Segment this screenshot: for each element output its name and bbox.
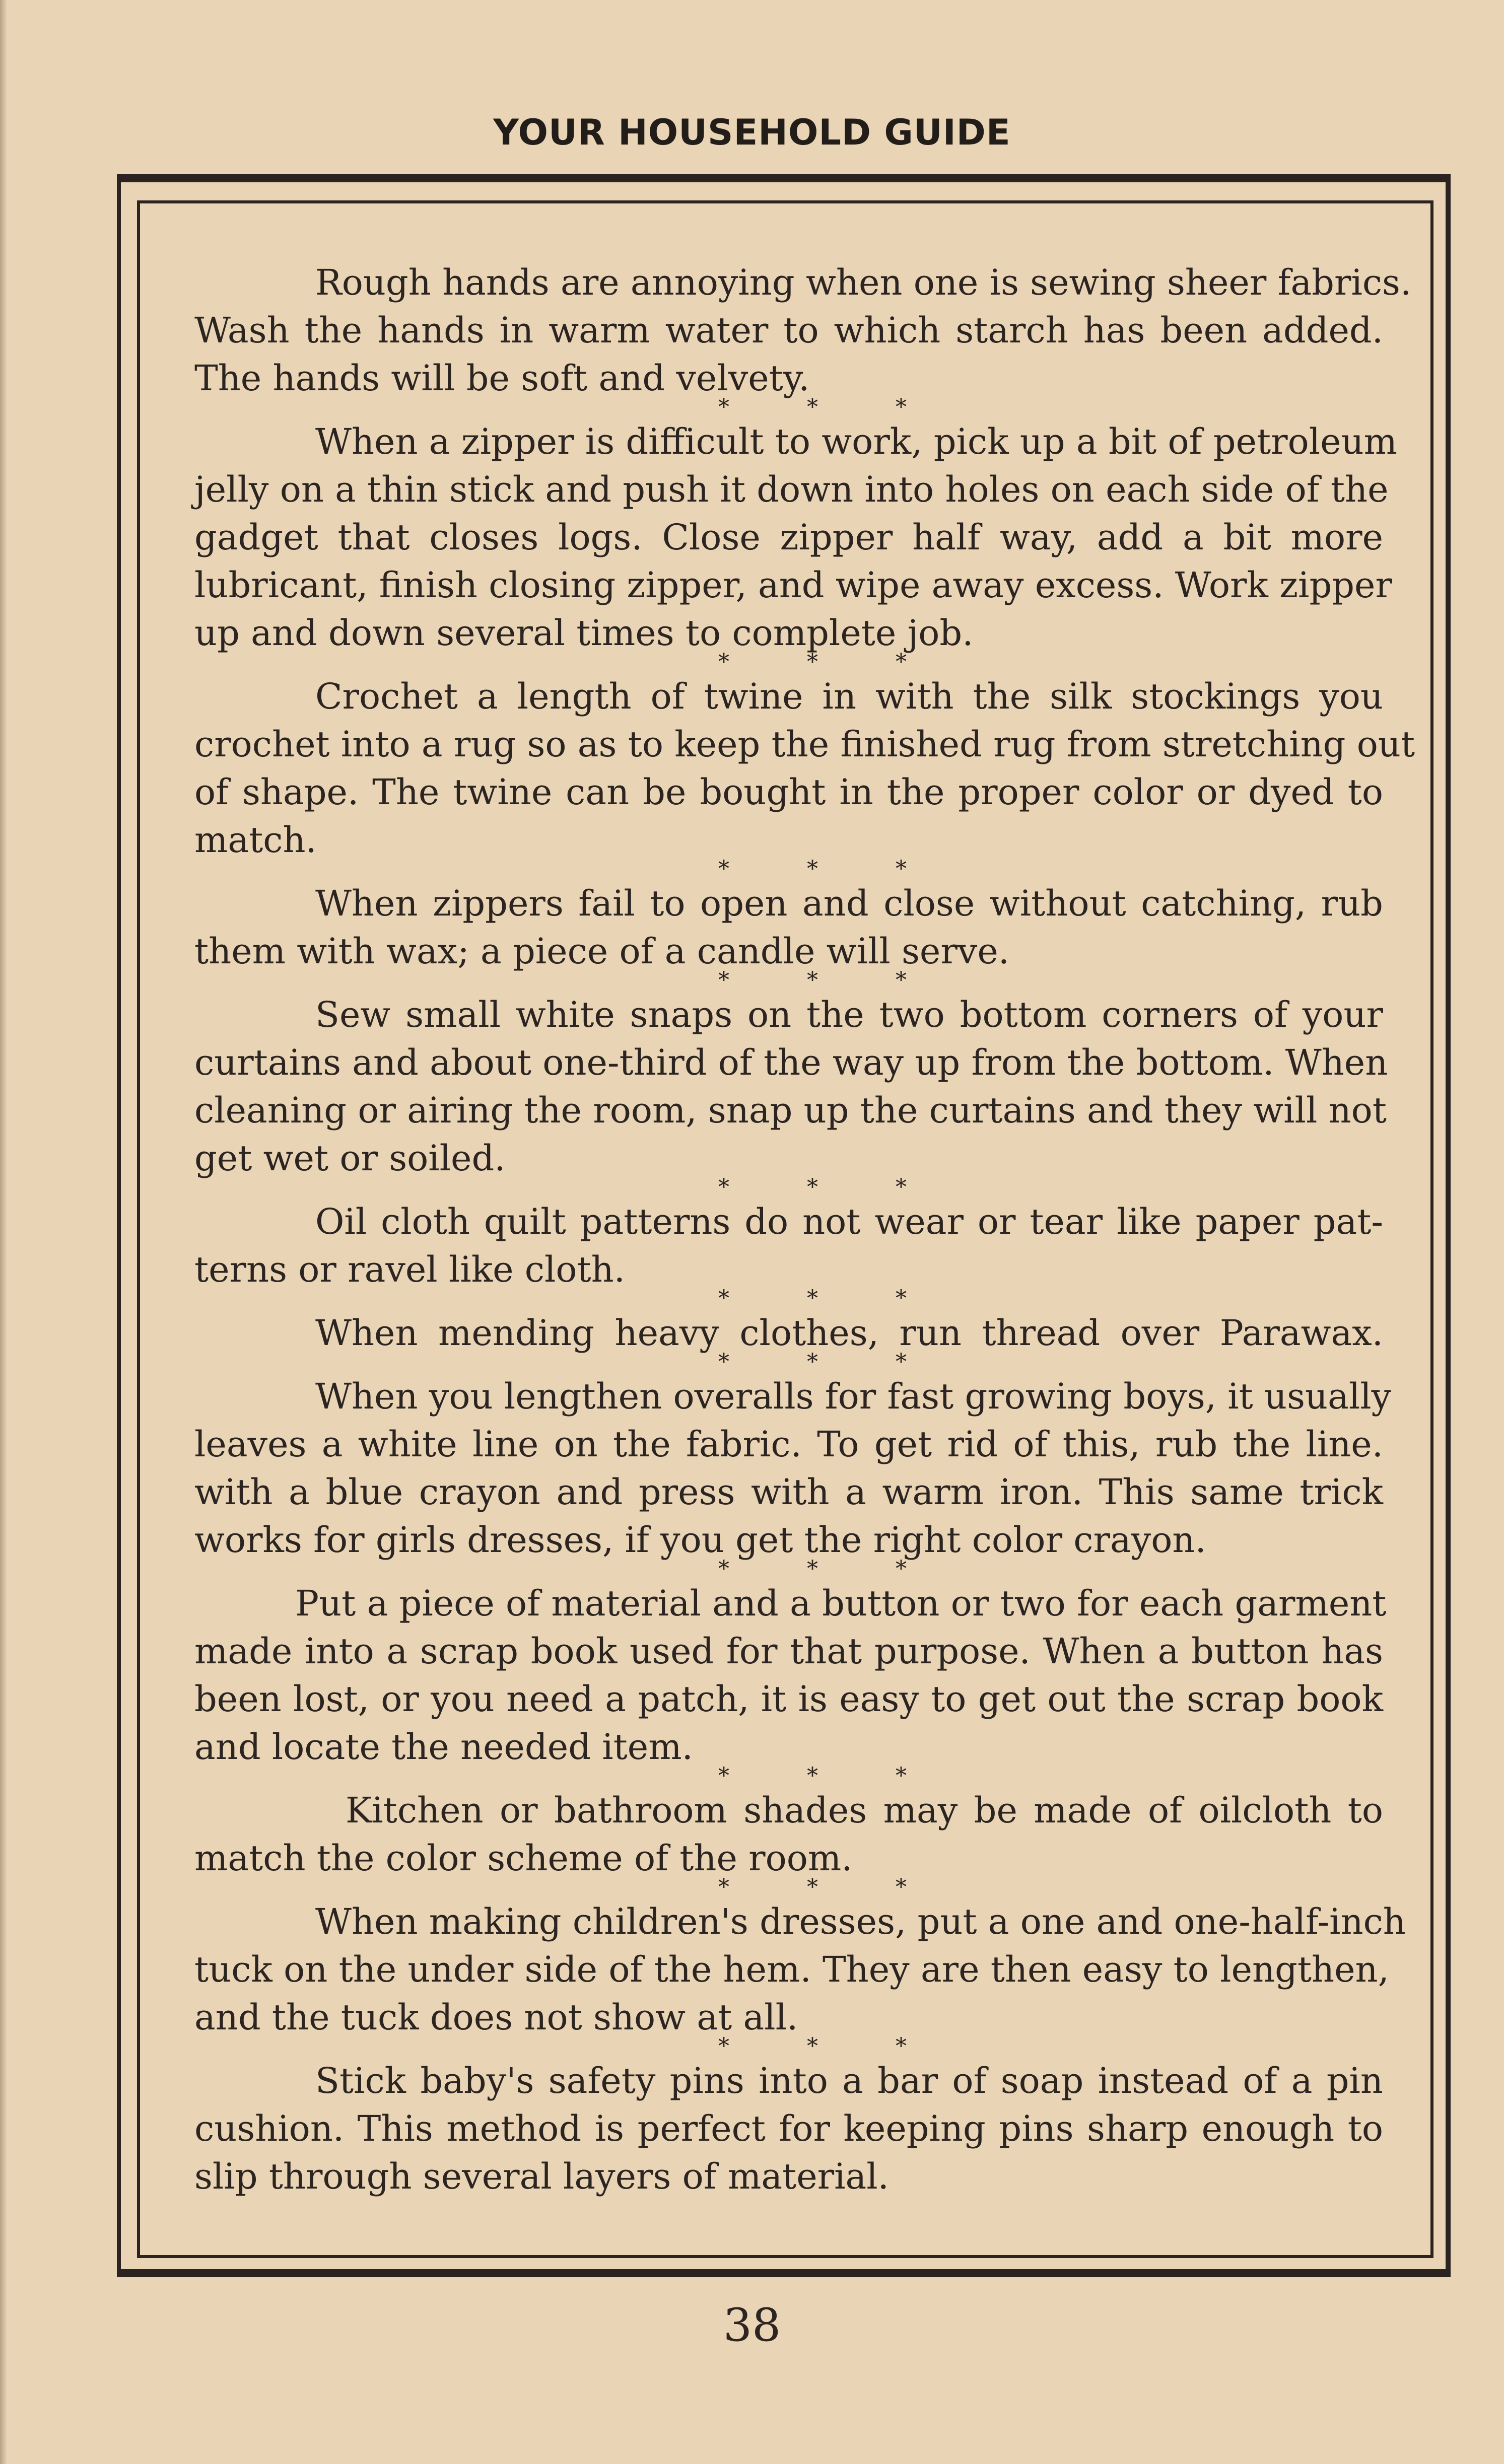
- text-line: gadget that closes logs. Close zipper half way, add a bit more: [194, 517, 1383, 558]
- separator-text: * * *: [718, 1286, 942, 1311]
- text-line: When mending heavy clothes, run thread over Parawax.: [315, 1312, 1383, 1354]
- text-line: When a zipper is difficult to work, pick up a bit of petroleum: [315, 421, 1398, 462]
- paragraph: [194, 1898, 1406, 2041]
- separator-text: * * *: [718, 856, 942, 882]
- separator-text: * * *: [718, 649, 942, 675]
- page-number: 38: [723, 2299, 781, 2352]
- separator-asterisks: [194, 1874, 1383, 1900]
- text-line: Stick baby's safety pins into a bar of soap instead of a pin: [315, 2060, 1383, 2101]
- separator-asterisks: [194, 1349, 1383, 1375]
- text-line: match the color scheme of the room.: [194, 1838, 853, 1879]
- text-line: Oil cloth quilt patterns do not wear or tear like paper pat-: [315, 1201, 1383, 1242]
- text-line: Sew small white snaps on the two bottom corners of your: [315, 994, 1383, 1035]
- separator-asterisks: [194, 1763, 1383, 1789]
- text-line: curtains and about one-third of the way up from the bottom. When: [194, 1042, 1388, 1083]
- text-line: cleaning or airing the room, snap up the curtains and they will not: [194, 1090, 1387, 1131]
- text-line: The hands will be soft and velvety.: [194, 358, 810, 399]
- text-line: get wet or soiled.: [194, 1138, 506, 1179]
- book-spine-shadow: [0, 0, 7, 2464]
- paragraph: [194, 259, 1412, 402]
- paragraph: [194, 1580, 1387, 1771]
- paragraph: [194, 880, 1383, 975]
- text-line: When zippers fail to open and close without catching, rub: [315, 883, 1383, 924]
- text-line: terns or ravel like cloth.: [194, 1249, 626, 1290]
- separator-asterisks: [194, 967, 1383, 993]
- separator-text: * * *: [718, 1349, 942, 1375]
- text-line: match.: [194, 819, 317, 861]
- paragraph: [194, 673, 1415, 864]
- text-line: made into a scrap book used for that purpose. When a button has: [194, 1631, 1383, 1672]
- text-line: When you lengthen overalls for fast growing boys, it usually: [315, 1376, 1392, 1417]
- text-line: and locate the needed item.: [194, 1726, 693, 1768]
- text-line: Rough hands are annoying when one is sewing sheer fabrics.: [315, 262, 1412, 303]
- separator-asterisks: [194, 856, 1383, 882]
- separator-text: * * *: [718, 1874, 942, 1900]
- text-line: leaves a white line on the fabric. To get rid of this, rub the line.: [194, 1424, 1383, 1465]
- text-line: lubricant, finish closing zipper, and wipe away excess. Work zipper: [194, 565, 1392, 606]
- text-line: Put a piece of material and a button or two for each garment: [295, 1583, 1387, 1624]
- separator-text: * * *: [718, 394, 942, 420]
- separator-asterisks: [194, 1286, 1383, 1311]
- text-line: Crochet a length of twine in with the silk stockings you: [315, 676, 1383, 717]
- paragraph: [194, 991, 1388, 1182]
- separator-asterisks: [194, 394, 1383, 420]
- separator-asterisks: [194, 2033, 1383, 2059]
- text-line: slip through several layers of material.: [194, 2156, 889, 2197]
- separator-asterisks: [194, 1174, 1383, 1200]
- text-line: been lost, or you need a patch, it is easy to get out the scrap book: [194, 1678, 1383, 1720]
- text-line: of shape. The twine can be bought in the proper color or dyed to: [194, 771, 1383, 813]
- separator-text: * * *: [718, 1763, 942, 1789]
- text-line: Kitchen or bathroom shades may be made of oilcloth to: [346, 1790, 1383, 1831]
- paragraph: [194, 1198, 1383, 1294]
- page-body: [194, 259, 1415, 2201]
- running-header: YOUR HOUSEHOLD GUIDE: [493, 112, 1011, 153]
- text-line: crochet into a rug so as to keep the finished rug from stretching out: [194, 724, 1415, 765]
- separator-asterisks: [194, 649, 1383, 675]
- paragraph: [194, 2057, 1383, 2201]
- text-line: jelly on a thin stick and push it down into holes on each side of the: [194, 469, 1389, 510]
- separator-text: * * *: [718, 2033, 942, 2059]
- text-line: and the tuck does not show at all.: [194, 1997, 798, 2038]
- paragraph: [194, 1373, 1392, 1564]
- separator-text: * * *: [718, 1174, 942, 1200]
- text-line: them with wax; a piece of a candle will serve.: [194, 931, 1010, 972]
- paragraph: [194, 1787, 1383, 1882]
- separator-text: * * *: [718, 967, 942, 993]
- text-line: Wash the hands in warm water to which starch has been added.: [194, 310, 1383, 351]
- paragraph: [194, 418, 1398, 657]
- separator-text: * * *: [718, 1556, 942, 1582]
- text-line: tuck on the under side of the hem. They are then easy to lengthen,: [194, 1949, 1389, 1990]
- separator-asterisks: [194, 1556, 1383, 1582]
- text-line: works for girls dresses, if you get the right color crayon.: [194, 1519, 1206, 1561]
- text-line: up and down several times to complete job.: [194, 612, 974, 654]
- text-line: cushion. This method is perfect for keeping pins sharp enough to: [194, 2108, 1383, 2149]
- text-line: with a blue crayon and press with a warm iron. This same trick: [194, 1471, 1383, 1513]
- text-line: When making children's dresses, put a one and one-half-inch: [315, 1901, 1406, 1942]
